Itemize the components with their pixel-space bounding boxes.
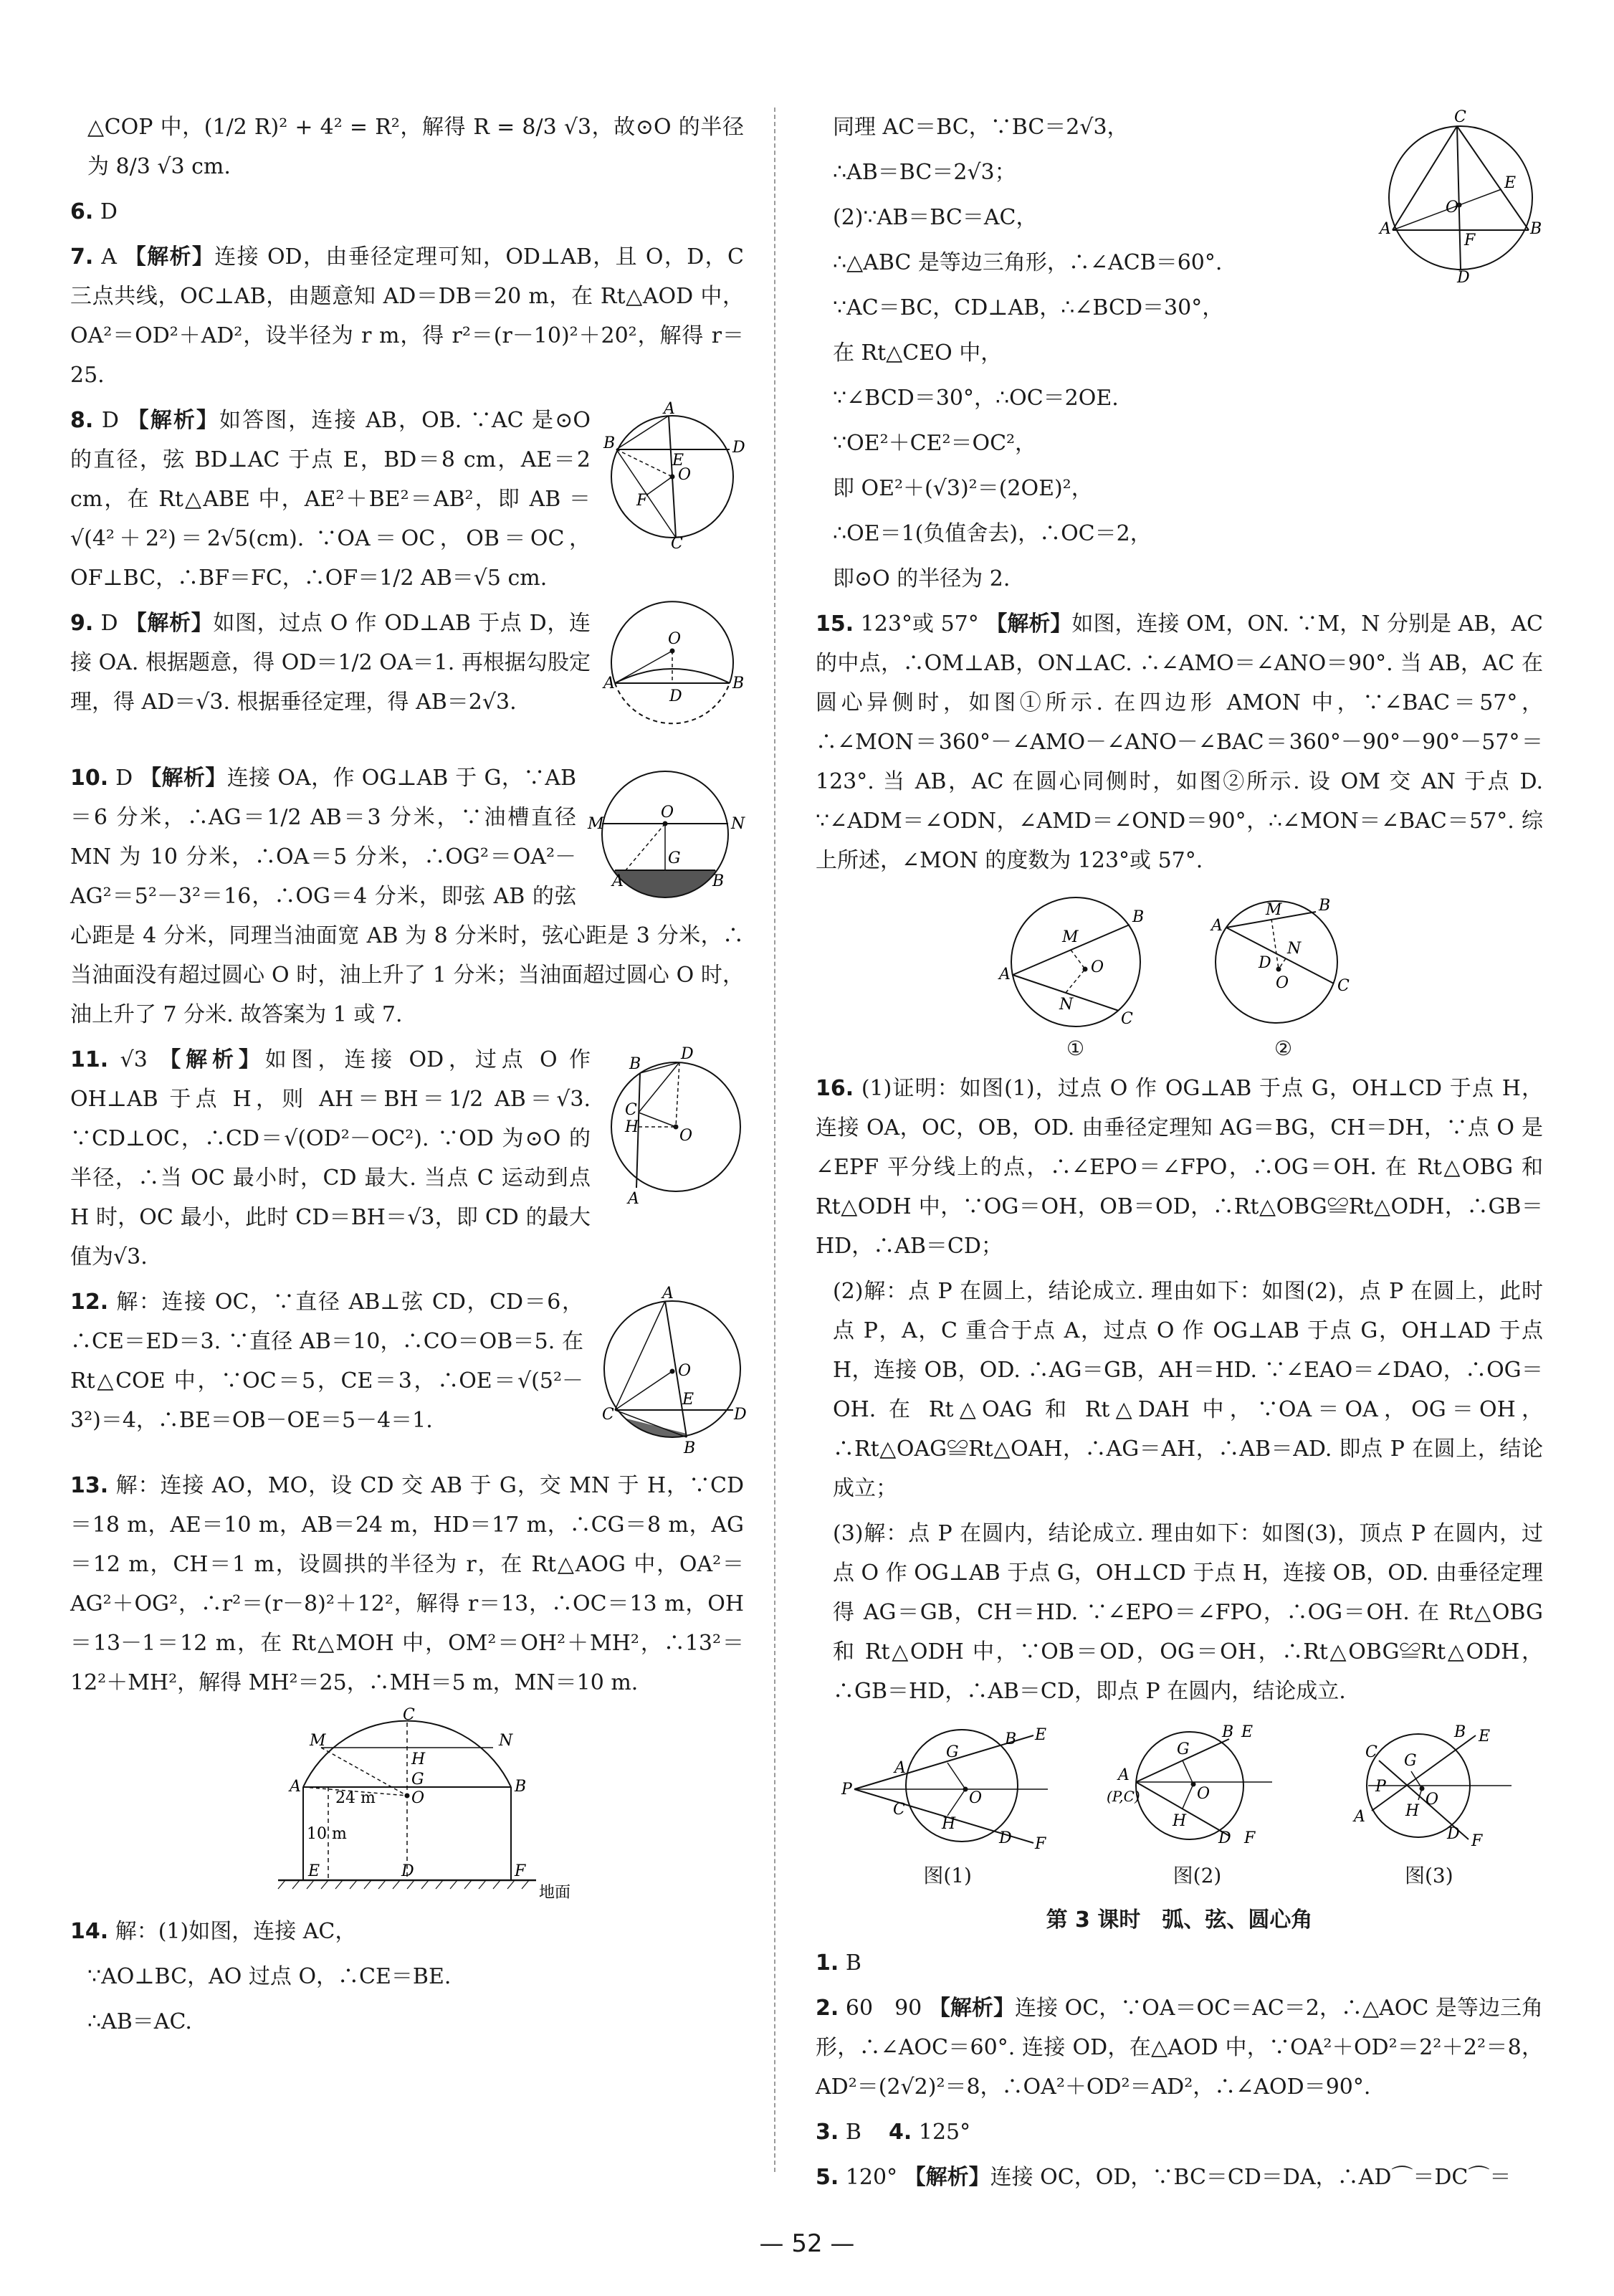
svg-text:P: P [1375,1778,1386,1796]
svg-text:D: D [1258,954,1271,972]
s5-text: 连接 OC，OD，∵BC＝CD＝DA，∴AD⌒＝DC⌒＝ [990,2165,1512,2190]
svg-text:O: O [679,1127,693,1145]
q14-line3: ∴AB＝AC. [87,2009,192,2034]
q7-text: 连接 OD，由垂径定理可知，OD⊥AB，且 O，D，C 三点共线，OC⊥AB，由题意知 AD＝DB＝20 m，在 Rt△AOD 中，OA²＝OD²＋AD²，设半径为 r m，得 r²＝(r－10)²＋20²，解得 r＝25. [70,244,745,388]
svg-text:G: G [411,1771,424,1788]
svg-text:C: C [602,1406,614,1424]
q14-r5: ∵AC＝BC，CD⊥AB，∴∠BCD＝30°， [833,295,1224,320]
svg-text:C: C [671,535,683,553]
q11-text: 如图，连接 OD，过点 O 作 OH⊥AB 于点 H，则 AH＝BH＝1/2 AB＝√3. ∵CD⊥OC，∴CD＝√(OD²－OC²). ∵OD 为⊙O 的半径，∴当 OC 最小时，CD 最大. 当点 C 运动到点 H 时，OC 最小，此时 CD＝BH＝√3，即 CD 的最大值为√3. [70,1047,591,1270]
svg-text:B: B [603,434,616,452]
q6-number: 6. [70,199,94,224]
svg-text:G: G [946,1743,959,1761]
svg-text:B: B [732,675,745,692]
svg-text:O: O [661,804,674,821]
q9-answer: D [100,611,118,636]
q12-text: 解：连接 OC，∵直径 AB⊥弦 CD，CD＝6，∴CE＝ED＝3. ∵直径 AB＝10，∴CO＝OB＝5. 在 Rt△COE 中，∵OC＝5，CE＝3，∴OE＝√(5²－3²)＝4，∴BE＝OB－OE＝5－4＝1. [70,1290,583,1433]
svg-text:M: M [1061,928,1079,946]
q7-tag: 【解析】 [124,244,215,270]
svg-text:O: O [969,1789,983,1807]
q7-number: 7. [70,244,94,270]
svg-text:A: A [1380,220,1391,238]
q14-r7: ∵∠BCD＝30°，∴OC＝2OE. [833,386,1119,411]
s5-tag: 【解析】 [904,2165,990,2190]
q8-text: 如答图，连接 AB，OB. ∵AC 是⊙O 的直径，弦 BD⊥AC 于点 E，BD＝8 cm，AE＝2 cm，在 Rt△ABE 中，AE²＋BE²＝AB²，即 AB ＝√(4²＋2²)＝2√5(cm). ∵OA＝OC，OB＝OC，OF⊥BC，∴BF＝FC，∴OF＝1/2 AB＝√5 cm. [70,408,591,591]
q16-part1 [816,1069,1543,1266]
svg-text:A: A [603,675,615,692]
q10-tag: 【解析】 [140,766,227,791]
svg-text:H: H [411,1750,426,1768]
svg-text:H: H [942,1815,956,1833]
column-divider [774,108,775,2172]
q13-figure [70,1708,744,1912]
svg-text:A: A [290,1778,301,1796]
q15-figure-1 [993,890,1158,1060]
q15-number: 15. [816,611,854,637]
q9-figure [601,608,744,754]
svg-text:B: B [684,1439,696,1457]
svg-text:N: N [1286,940,1301,958]
q14-r1: 同理 AC＝BC，∵BC＝2√3， [833,115,1129,140]
svg-text:B: B [515,1778,527,1796]
svg-text:A: A [998,966,1011,983]
q15-tag: 【解析】 [985,611,1072,637]
s3-answer: B [845,2120,861,2145]
svg-text:A: A [662,1285,674,1302]
q16-figures [816,1721,1543,1889]
svg-text:H: H [1405,1802,1419,1820]
q8-figure [601,400,745,553]
q15-answer: 123°或 57° [860,611,979,637]
q16-caption-2: 图(2) [1173,1864,1222,1887]
q15-figure-2 [1201,890,1366,1060]
svg-text:G: G [1403,1752,1417,1770]
s1-number: 1. [816,1950,839,1976]
q16-part2: (2)解：点 P 在圆上，结论成立. 理由如下：如图(2)，点 P 在圆上，此时点 P，A，C 重合于点 A，过点 O 作 OG⊥AB 于点 G，OH⊥AD 于点 H，连接 OB，OD. ∴AG＝GB，AH＝HD. ∵∠EAO＝∠DAO，∴OG＝OH. 在 Rt△OAG 和 Rt△DAH 中，∵OA＝OA，OG＝OH，∴Rt△OAG≌Rt△OAH，∴AG＝AH，∴AB＝AD. 即点 P 在圆上，结论成立； [833,1279,1543,1501]
svg-text:D: D [401,1862,414,1880]
svg-text:B: B [629,1055,641,1073]
svg-text:B: B [1005,1730,1017,1748]
svg-text:O: O [668,630,682,648]
svg-text:N: N [731,815,745,833]
section-title: 第 3 课时 弧、弦、圆心角 [1046,1907,1313,1933]
svg-text:A: A [664,400,675,418]
svg-text:A: A [1118,1766,1130,1784]
svg-text:O: O [411,1789,425,1807]
svg-text:E: E [1504,174,1517,192]
q14-r8: ∵OE²＋CE²＝OC²， [833,431,1037,456]
svg-text:B: B [712,872,725,890]
svg-text:M: M [1265,901,1282,919]
s2-number: 2. [816,1996,839,2021]
q13-label-24m: 24 m [335,1789,376,1807]
svg-text:M: M [588,815,604,833]
svg-text:O: O [1090,958,1104,976]
s5 [816,2158,1543,2197]
s3-number: 3. [816,2120,839,2145]
q6 [70,192,744,232]
svg-text:E: E [1241,1723,1254,1741]
q12-figure [593,1285,747,1462]
q16-figure-2 [1104,1721,1290,1889]
svg-text:D: D [1446,1825,1460,1843]
svg-text:F: F [1035,1835,1046,1853]
q15-caption-2: ② [1274,1037,1293,1060]
q14-r11: 即⊙O 的半径为 2. [833,566,1011,591]
q13 [70,1466,744,1702]
svg-text:C: C [1120,1010,1133,1028]
q14-r3: (2)∵AB＝BC＝AC， [833,205,1038,230]
svg-text:C: C [403,1706,415,1724]
svg-text:B: B [1530,220,1542,238]
q7-answer: A [101,244,117,270]
q9-text: 如图，过点 O 作 OD⊥AB 于点 D，连接 OA. 根据题意，得 OD＝1/2 OA＝1. 再根据勾股定理，得 AD＝√3. 根据垂径定理，得 AB＝2√3. [70,611,591,715]
svg-text:H: H [1173,1812,1187,1830]
svg-text:C: C [1365,1743,1377,1761]
q10-figure [586,763,744,909]
q8-answer: D [101,408,119,433]
q14-r9: 即 OE²＋(√3)²＝(2OE)²， [833,476,1093,501]
svg-text:N: N [499,1732,513,1750]
svg-text:H: H [625,1118,639,1136]
q14-r2: ∴AB＝BC＝2√3； [833,160,1016,185]
svg-text:B: B [1222,1723,1234,1741]
svg-text:F: F [515,1862,526,1880]
s2-tag: 【解析】 [928,1996,1015,2021]
q9-tag: 【解析】 [125,611,214,636]
svg-text:B: B [1318,897,1330,915]
q13-text: 解：连接 AO，MO，设 CD 交 AB 于 G，交 MN 于 H，∵CD＝18 m，AE＝10 m，AB＝24 m，HD＝17 m，∴CG＝8 m，AG＝12 m，CH＝1 m，设圆拱的半径为 r，在 Rt△AOG 中，OA²＝AG²＋OG²，∴r²＝(r－8)²＋12²，解得 r＝13，∴OC＝13 m，OH＝13－1＝12 m，在 Rt△MOH 中，OM²＝OH²＋MH²，∴13²＝12²＋MH²，解得 MH²＝25，∴MH＝5 m，MN＝10 m. [70,1473,744,1695]
q8-tag: 【解析】 [127,408,220,433]
svg-text:F: F [1464,232,1476,249]
svg-text:F: F [636,492,648,510]
s2 [816,1988,1543,2107]
svg-text:A: A [894,1759,907,1777]
q8-number: 8. [70,408,94,433]
s1-answer: B [845,1950,861,1976]
s4-answer: 125° [918,2120,971,2145]
q14-r6: 在 Rt△CEO 中， [833,340,1003,366]
q15-figures [816,890,1543,1060]
q11-tag: 【解析】 [159,1047,265,1072]
q16-caption-3: 图(3) [1404,1864,1453,1887]
svg-text:A: A [628,1190,639,1208]
q15-caption-1: ① [1066,1037,1085,1060]
s4-number: 4. [889,2120,912,2145]
svg-text:G: G [1177,1740,1190,1758]
svg-text:C: C [625,1101,637,1119]
svg-text:C: C [1454,108,1466,126]
q14-r4: ∴△ABC 是等边三角形，∴∠ACB＝60°. [833,250,1223,275]
svg-text:B: B [1132,908,1144,926]
q15 [816,604,1543,880]
q12-number: 12. [70,1290,109,1315]
s1 [816,1943,1543,1983]
q16-number: 16. [816,1076,854,1101]
right-column [816,108,1543,2203]
svg-text:O: O [1275,974,1289,992]
svg-text:G: G [668,849,681,867]
svg-text:D: D [734,1406,747,1424]
svg-text:C: C [893,1801,905,1819]
svg-text:E: E [1478,1728,1490,1745]
svg-text:A: A [612,872,624,890]
q11-number: 11. [70,1047,109,1072]
q16-figure-1 [840,1721,1055,1889]
page-number: — 52 — [759,2229,855,2258]
svg-text:E: E [672,452,684,470]
q7 [70,237,744,395]
q6-answer: D [100,199,118,224]
q10-answer: D [115,766,133,791]
s3-s4 [816,2112,1543,2152]
q10-text: 连接 OA，作 OG⊥AB 于 G，∵AB＝6 分米，∴AG＝1/2 AB＝3 分米，∵油槽直径 MN 为 10 分米，∴OA＝5 分米，∴OG²＝OA²－AG²＝5²－3²＝16，∴OG＝4 分米，即弦 AB 的弦心距是 4 分米，同理当油面宽 AB 为 8 分米时，弦心距是 3 分米，∴当油面没有超过圆心 O 时，油上升了 1 分米；当油面超过圆心 O 时，油上升了 7 分米. 故答案为 1 或 7. [70,766,744,1027]
q13-label-ground: 地面 [539,1884,571,1902]
q9-number: 9. [70,611,94,636]
svg-text:A: A [1353,1808,1365,1826]
svg-text:B: B [1453,1723,1466,1741]
svg-text:O: O [1425,1791,1438,1809]
q14-line1: 解：(1)如图，连接 AC， [115,1919,357,1944]
q14-figure [1378,108,1543,287]
svg-text:E: E [308,1862,320,1880]
s5-number: 5. [816,2165,839,2190]
svg-text:D: D [999,1829,1012,1847]
q15-text: 如图，连接 OM，ON. ∵M，N 分别是 AB，AC 的中点，∴OM⊥AB，ON⊥AC. ∴∠AMO＝∠ANO＝90°. 当 AB，AC 在圆心异侧时，如图①所示. 在四边形 AMON 中，∵∠BAC＝57°，∴∠MON＝360°－∠AMO－∠ANO－∠BAC＝360°－90°－90°－57°＝123°. 当 AB，AC 在圆心同侧时，如图②所示. 设 OM 交 AN 于点 D. ∵∠ADM＝∠ODN，∠AMD＝∠OND＝90°，∴∠MON＝∠BAC＝57°. 综上所述，∠MON 的度数为 123°或 57°. [816,611,1544,873]
q14 [70,1912,744,1951]
svg-text:E: E [1035,1726,1047,1744]
q13-label-10m: 10 m [307,1825,347,1843]
q13-number: 13. [70,1473,109,1498]
q11-answer: √3 [120,1047,148,1072]
svg-text:E: E [682,1391,694,1409]
q14-number: 14. [70,1919,109,1944]
q14-line2: ∵AO⊥BC，AO 过点 O，∴CE＝BE. [87,1964,452,1989]
svg-text:P: P [841,1781,852,1799]
left-column [70,108,747,2047]
q16-part3: (3)解：点 P 在圆内，结论成立. 理由如下：如图(3)，顶点 P 在圆内，过点 O 作 OG⊥AB 于点 G，OH⊥CD 于点 H，连接 OB，OD. 由垂径定理得 AG＝GB，CH＝HD. ∵∠EPO＝∠FPO，∴OG＝OH. 在 Rt△OBG 和 Rt△ODH 中，∵OB＝OD，OG＝OH，∴Rt△OBG≌Rt△ODH，∴GB＝HD，∴AB＝CD，即点 P 在圆内，结论成立. [833,1521,1543,1704]
q10-number: 10. [70,766,109,791]
svg-text:D: D [669,687,682,705]
s5-answer: 120° [845,2165,898,2190]
s2-answer: 60 90 [845,1996,922,2021]
svg-text:(P,C): (P,C) [1107,1788,1141,1805]
svg-text:D: D [732,439,745,457]
svg-text:O: O [678,466,692,484]
svg-text:N: N [1059,996,1073,1014]
svg-text:M: M [310,1732,326,1750]
q11-figure [601,1044,744,1212]
q16-caption-1: 图(1) [923,1864,972,1887]
svg-text:D: D [1218,1829,1232,1847]
svg-text:F: F [1244,1829,1256,1847]
svg-text:F: F [1471,1832,1483,1850]
s2-text: 连接 OC，∵OA＝OC＝AC＝2，∴△AOC 是等边三角形，∴∠AOC＝60°. 连接 OD，在△AOD 中，∵OA²＋OD²＝2²＋2²＝8，AD²＝(2√2)²＝8，∴OA²＋OD²＝AD²，∴∠AOD＝90°. [816,1996,1544,2100]
q16-part1-text: (1)证明：如图(1)，过点 O 作 OG⊥AB 于点 G，OH⊥CD 于点 H，连接 OA，OC，OB，OD. 由垂径定理知 AG＝BG，CH＝DH，∵点 O 是∠EPF 平分线上的点，∴∠EPO＝∠FPO，∴OG＝OH. 在 Rt△OBG 和 Rt△ODH 中，∵OG＝OH，OB＝OD，∴Rt△OBG≌Rt△ODH，∴GB＝HD，∴AB＝CD； [816,1076,1543,1259]
svg-text:A: A [1210,917,1223,935]
svg-text:O: O [1446,199,1459,216]
q5-continuation: △COP 中，(1/2 R)² + 4² = R²，解得 R = 8/3 √3，故⊙O 的半径为 8/3 √3 cm. [87,115,744,179]
q14-r10: ∴OE＝1(负值舍去)，∴OC＝2， [833,521,1152,546]
q16-figure-3 [1340,1721,1519,1889]
svg-text:O: O [678,1362,692,1380]
svg-text:O: O [1197,1785,1210,1803]
svg-text:D: D [1457,269,1470,287]
svg-text:D: D [681,1045,694,1063]
svg-text:C: C [1337,977,1350,995]
